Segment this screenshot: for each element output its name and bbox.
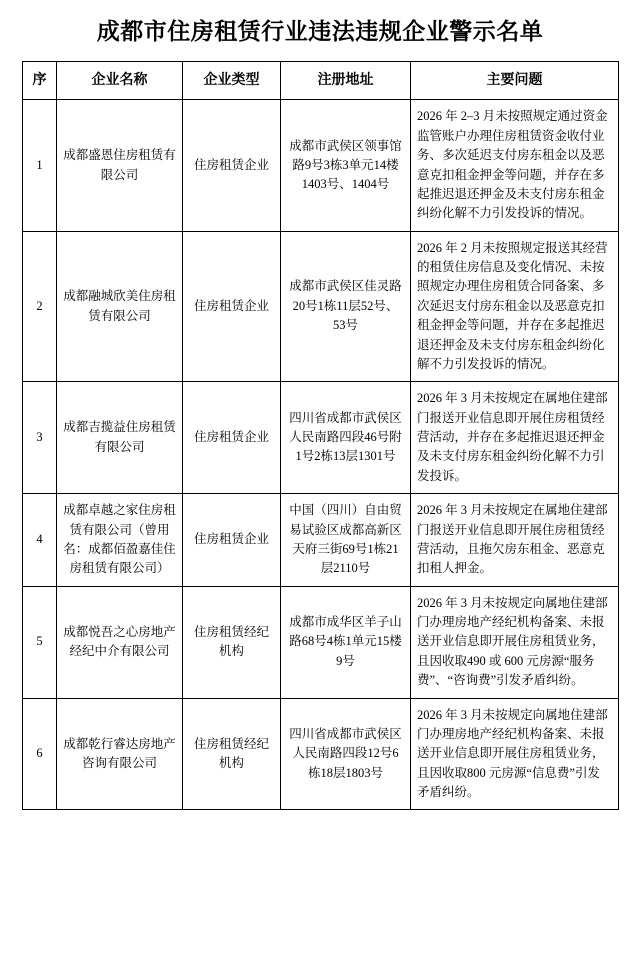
cell-company-type: 住房租赁企业	[183, 382, 281, 494]
table-row	[23, 494, 619, 587]
cell-index: 2	[23, 231, 57, 382]
cell-index: 1	[23, 100, 57, 231]
table-row	[23, 382, 619, 494]
cell-company-type: 住房租赁企业	[183, 100, 281, 231]
column-header-registered-address: 注册地址	[281, 61, 411, 100]
column-header-index: 序	[23, 61, 57, 100]
cell-index: 3	[23, 382, 57, 494]
cell-registered-address: 四川省成都市武侯区人民南路四段12号6栋18层1803号	[281, 698, 411, 810]
cell-company-type: 住房租赁经纪机构	[183, 586, 281, 698]
page-title: 成都市住房租赁行业违法违规企业警示名单	[96, 19, 544, 44]
cell-main-issues: 2026 年 2 月未按照规定报送其经营的租赁住房信息及变化情况、未按照规定办理住房租赁合同备案、多次延迟支付房东租金以及恶意克扣租金押金等问题，并存在多起推迟退还押金及未支付房东租金纠纷化解不力引发投诉的情况。	[411, 231, 619, 382]
cell-index: 6	[23, 698, 57, 810]
cell-registered-address: 四川省成都市武侯区人民南路四段46号附1号2栋13层1301号	[281, 382, 411, 494]
cell-index: 4	[23, 494, 57, 587]
cell-main-issues: 2026 年 3 月未按规定在属地住建部门报送开业信息即开展住房租赁经营活动，且拖欠房东租金、恶意克扣租人押金。	[411, 494, 619, 587]
cell-registered-address: 成都市武侯区领事馆路9号3栋3单元14楼1403号、1404号	[281, 100, 411, 231]
cell-company-name: 成都吉揽益住房租赁有限公司	[57, 382, 183, 494]
warning-list-table	[22, 61, 619, 811]
cell-company-type: 住房租赁企业	[183, 494, 281, 587]
cell-index: 5	[23, 586, 57, 698]
cell-main-issues: 2026 年 3 月未按规定在属地住建部门报送开业信息即开展住房租赁经营活动，并存在多起推迟退还押金及未支付房东租金纠纷化解不力引发投诉。	[411, 382, 619, 494]
cell-company-type: 住房租赁经纪机构	[183, 698, 281, 810]
table-row	[23, 100, 619, 231]
cell-registered-address: 中国（四川）自由贸易试验区成都高新区天府三街69号1栋21层2110号	[281, 494, 411, 587]
cell-main-issues: 2026 年 3 月未按规定向属地住建部门办理房地产经纪机构备案、未报送开业信息即开展住房租赁业务，且因收取490 或 600 元房源“服务费”、“咨询费”引发矛盾纠纷。	[411, 586, 619, 698]
table-row	[23, 698, 619, 810]
cell-registered-address: 成都市武侯区佳灵路20号1栋11层52号、53号	[281, 231, 411, 382]
column-header-company-name: 企业名称	[57, 61, 183, 100]
cell-company-name: 成都悦吾之心房地产经纪中介有限公司	[57, 586, 183, 698]
cell-company-name: 成都盛恩住房租赁有限公司	[57, 100, 183, 231]
table-row	[23, 231, 619, 382]
cell-company-name: 成都融城欣美住房租赁有限公司	[57, 231, 183, 382]
table-header-row	[23, 61, 619, 100]
column-header-company-type: 企业类型	[183, 61, 281, 100]
document-page	[0, 18, 640, 810]
cell-registered-address: 成都市成华区羊子山路68号4栋1单元15楼9号	[281, 586, 411, 698]
cell-main-issues: 2026 年 3 月未按规定向属地住建部门办理房地产经纪机构备案、未报送开业信息即开展住房租赁业务，且因收取800 元房源“信息费”引发矛盾纠纷。	[411, 698, 619, 810]
cell-main-issues: 2026 年 2–3 月未按照规定通过资金监管账户办理住房租赁资金收付业务、多次延迟支付房东租金以及恶意克扣租金押金等问题，并存在多起推迟退还押金及未支付房东租金纠纷化解不力引发投诉的情况。	[411, 100, 619, 231]
column-header-main-issues: 主要问题	[411, 61, 619, 100]
table-row	[23, 586, 619, 698]
cell-company-name: 成都乾行睿达房地产咨询有限公司	[57, 698, 183, 810]
cell-company-name: 成都卓越之家住房租赁有限公司（曾用名：成都佰盈嘉佳住房租赁有限公司）	[57, 494, 183, 587]
cell-company-type: 住房租赁企业	[183, 231, 281, 382]
